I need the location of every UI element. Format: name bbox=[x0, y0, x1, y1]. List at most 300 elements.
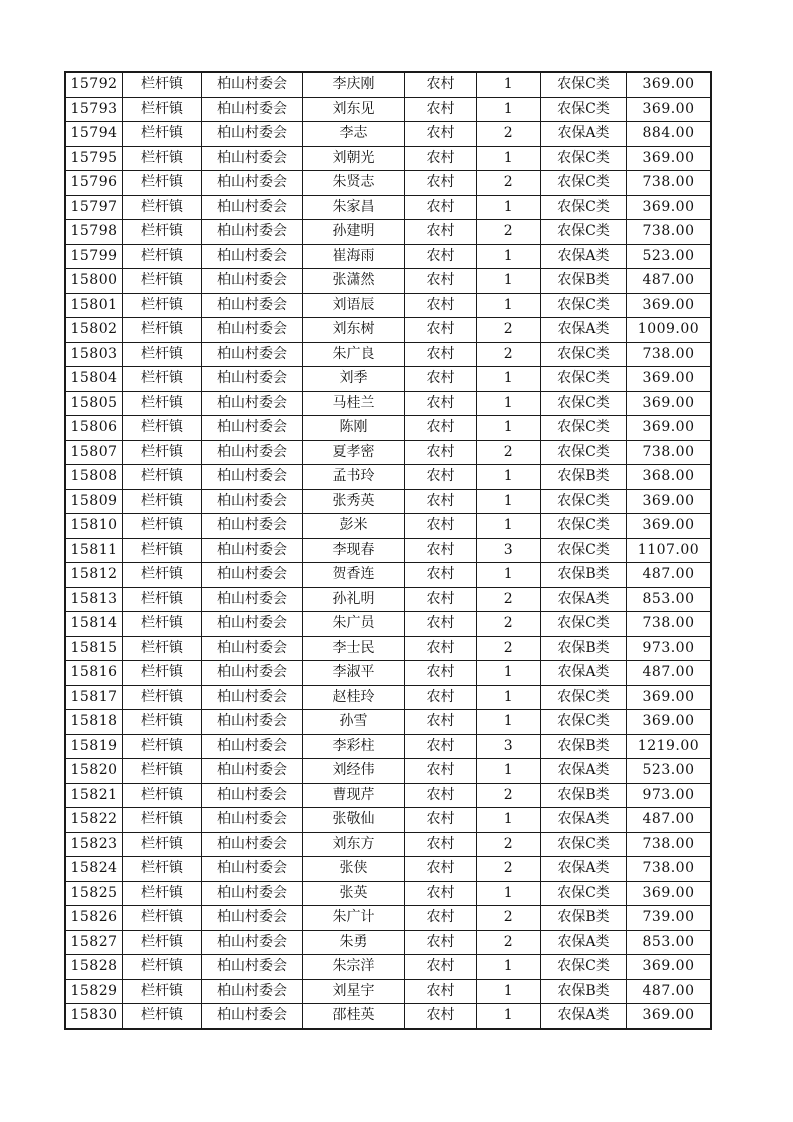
cell-town: 栏杆镇 bbox=[123, 441, 202, 466]
cell-insurance-category: 农保C类 bbox=[541, 955, 627, 980]
cell-person-name: 朱宗洋 bbox=[303, 955, 405, 980]
cell-amount: 523.00 bbox=[627, 245, 712, 270]
cell-amount: 487.00 bbox=[627, 269, 712, 294]
cell-town: 栏杆镇 bbox=[123, 710, 202, 735]
cell-person-name: 张潇然 bbox=[303, 269, 405, 294]
cell-person-name: 张秀英 bbox=[303, 490, 405, 515]
table-row bbox=[66, 735, 712, 760]
cell-person-name: 曹现芹 bbox=[303, 784, 405, 809]
cell-amount: 369.00 bbox=[627, 98, 712, 123]
cell-residence-type: 农村 bbox=[405, 857, 477, 882]
cell-seq-no: 15801 bbox=[66, 294, 123, 319]
cell-person-name: 李庆刚 bbox=[303, 73, 405, 98]
cell-town: 栏杆镇 bbox=[123, 196, 202, 221]
cell-person-count: 2 bbox=[477, 343, 541, 368]
cell-person-name: 刘东方 bbox=[303, 833, 405, 858]
cell-town: 栏杆镇 bbox=[123, 759, 202, 784]
cell-seq-no: 15809 bbox=[66, 490, 123, 515]
cell-amount: 738.00 bbox=[627, 220, 712, 245]
cell-residence-type: 农村 bbox=[405, 220, 477, 245]
cell-seq-no: 15826 bbox=[66, 906, 123, 931]
cell-residence-type: 农村 bbox=[405, 294, 477, 319]
cell-amount: 523.00 bbox=[627, 759, 712, 784]
cell-person-count: 1 bbox=[477, 147, 541, 172]
cell-town: 栏杆镇 bbox=[123, 955, 202, 980]
cell-amount: 738.00 bbox=[627, 612, 712, 637]
cell-amount: 487.00 bbox=[627, 980, 712, 1005]
table-row bbox=[66, 147, 712, 172]
cell-seq-no: 15827 bbox=[66, 931, 123, 956]
cell-person-name: 崔海雨 bbox=[303, 245, 405, 270]
table-row bbox=[66, 490, 712, 515]
cell-person-count: 1 bbox=[477, 98, 541, 123]
cell-village-committee: 柏山村委会 bbox=[202, 147, 303, 172]
cell-village-committee: 柏山村委会 bbox=[202, 220, 303, 245]
cell-amount: 369.00 bbox=[627, 367, 712, 392]
cell-village-committee: 柏山村委会 bbox=[202, 661, 303, 686]
cell-town: 栏杆镇 bbox=[123, 343, 202, 368]
table-row bbox=[66, 710, 712, 735]
cell-amount: 1009.00 bbox=[627, 318, 712, 343]
cell-residence-type: 农村 bbox=[405, 441, 477, 466]
cell-person-count: 1 bbox=[477, 808, 541, 833]
cell-person-name: 张英 bbox=[303, 882, 405, 907]
cell-amount: 369.00 bbox=[627, 882, 712, 907]
cell-residence-type: 农村 bbox=[405, 759, 477, 784]
cell-residence-type: 农村 bbox=[405, 808, 477, 833]
cell-insurance-category: 农保C类 bbox=[541, 294, 627, 319]
cell-seq-no: 15793 bbox=[66, 98, 123, 123]
cell-seq-no: 15794 bbox=[66, 122, 123, 147]
cell-town: 栏杆镇 bbox=[123, 318, 202, 343]
cell-person-name: 邵桂英 bbox=[303, 1004, 405, 1030]
cell-amount: 1107.00 bbox=[627, 539, 712, 564]
cell-town: 栏杆镇 bbox=[123, 490, 202, 515]
cell-person-count: 1 bbox=[477, 490, 541, 515]
cell-seq-no: 15807 bbox=[66, 441, 123, 466]
cell-town: 栏杆镇 bbox=[123, 147, 202, 172]
cell-insurance-category: 农保B类 bbox=[541, 906, 627, 931]
cell-person-name: 孙建明 bbox=[303, 220, 405, 245]
cell-seq-no: 15816 bbox=[66, 661, 123, 686]
cell-seq-no: 15799 bbox=[66, 245, 123, 270]
cell-seq-no: 15823 bbox=[66, 833, 123, 858]
cell-insurance-category: 农保B类 bbox=[541, 637, 627, 662]
cell-amount: 369.00 bbox=[627, 294, 712, 319]
cell-person-count: 1 bbox=[477, 1004, 541, 1030]
cell-village-committee: 柏山村委会 bbox=[202, 269, 303, 294]
cell-seq-no: 15795 bbox=[66, 147, 123, 172]
table-row bbox=[66, 343, 712, 368]
table-row bbox=[66, 637, 712, 662]
cell-residence-type: 农村 bbox=[405, 122, 477, 147]
cell-amount: 973.00 bbox=[627, 784, 712, 809]
cell-person-name: 刘经伟 bbox=[303, 759, 405, 784]
cell-town: 栏杆镇 bbox=[123, 1004, 202, 1030]
cell-person-name: 朱贤志 bbox=[303, 171, 405, 196]
table-row bbox=[66, 416, 712, 441]
cell-person-name: 李士民 bbox=[303, 637, 405, 662]
cell-seq-no: 15814 bbox=[66, 612, 123, 637]
cell-residence-type: 农村 bbox=[405, 588, 477, 613]
pension-roster-table bbox=[64, 71, 712, 1030]
cell-insurance-category: 农保B类 bbox=[541, 563, 627, 588]
cell-residence-type: 农村 bbox=[405, 392, 477, 417]
cell-residence-type: 农村 bbox=[405, 73, 477, 98]
cell-town: 栏杆镇 bbox=[123, 245, 202, 270]
cell-insurance-category: 农保A类 bbox=[541, 245, 627, 270]
cell-insurance-category: 农保C类 bbox=[541, 73, 627, 98]
cell-insurance-category: 农保A类 bbox=[541, 759, 627, 784]
cell-village-committee: 柏山村委会 bbox=[202, 882, 303, 907]
cell-insurance-category: 农保C类 bbox=[541, 441, 627, 466]
cell-insurance-category: 农保A类 bbox=[541, 318, 627, 343]
cell-person-name: 夏孝密 bbox=[303, 441, 405, 466]
cell-insurance-category: 农保A类 bbox=[541, 661, 627, 686]
cell-town: 栏杆镇 bbox=[123, 416, 202, 441]
cell-seq-no: 15811 bbox=[66, 539, 123, 564]
cell-person-count: 2 bbox=[477, 612, 541, 637]
cell-person-name: 马桂兰 bbox=[303, 392, 405, 417]
cell-village-committee: 柏山村委会 bbox=[202, 931, 303, 956]
cell-seq-no: 15796 bbox=[66, 171, 123, 196]
cell-person-count: 2 bbox=[477, 441, 541, 466]
cell-insurance-category: 农保B类 bbox=[541, 980, 627, 1005]
cell-seq-no: 15806 bbox=[66, 416, 123, 441]
cell-insurance-category: 农保C类 bbox=[541, 539, 627, 564]
table-row bbox=[66, 196, 712, 221]
table-row bbox=[66, 759, 712, 784]
cell-insurance-category: 农保C类 bbox=[541, 882, 627, 907]
table-row bbox=[66, 220, 712, 245]
table-row bbox=[66, 1004, 712, 1030]
cell-amount: 738.00 bbox=[627, 441, 712, 466]
cell-person-count: 3 bbox=[477, 539, 541, 564]
cell-residence-type: 农村 bbox=[405, 784, 477, 809]
cell-residence-type: 农村 bbox=[405, 318, 477, 343]
cell-residence-type: 农村 bbox=[405, 171, 477, 196]
table-row bbox=[66, 465, 712, 490]
cell-town: 栏杆镇 bbox=[123, 906, 202, 931]
cell-amount: 368.00 bbox=[627, 465, 712, 490]
table-row bbox=[66, 857, 712, 882]
cell-town: 栏杆镇 bbox=[123, 784, 202, 809]
cell-person-count: 2 bbox=[477, 220, 541, 245]
cell-residence-type: 农村 bbox=[405, 147, 477, 172]
cell-person-count: 1 bbox=[477, 465, 541, 490]
cell-amount: 853.00 bbox=[627, 931, 712, 956]
cell-insurance-category: 农保C类 bbox=[541, 416, 627, 441]
cell-town: 栏杆镇 bbox=[123, 637, 202, 662]
cell-insurance-category: 农保A类 bbox=[541, 1004, 627, 1030]
cell-town: 栏杆镇 bbox=[123, 539, 202, 564]
cell-residence-type: 农村 bbox=[405, 1004, 477, 1030]
cell-insurance-category: 农保C类 bbox=[541, 686, 627, 711]
cell-person-count: 2 bbox=[477, 931, 541, 956]
cell-village-committee: 柏山村委会 bbox=[202, 686, 303, 711]
cell-village-committee: 柏山村委会 bbox=[202, 1004, 303, 1030]
table-row bbox=[66, 73, 712, 98]
cell-town: 栏杆镇 bbox=[123, 833, 202, 858]
cell-person-count: 3 bbox=[477, 735, 541, 760]
cell-person-count: 1 bbox=[477, 955, 541, 980]
cell-residence-type: 农村 bbox=[405, 465, 477, 490]
table-row bbox=[66, 612, 712, 637]
table-row bbox=[66, 441, 712, 466]
cell-person-count: 1 bbox=[477, 661, 541, 686]
cell-village-committee: 柏山村委会 bbox=[202, 735, 303, 760]
cell-residence-type: 农村 bbox=[405, 563, 477, 588]
cell-insurance-category: 农保C类 bbox=[541, 490, 627, 515]
cell-person-name: 陈刚 bbox=[303, 416, 405, 441]
cell-residence-type: 农村 bbox=[405, 637, 477, 662]
cell-village-committee: 柏山村委会 bbox=[202, 612, 303, 637]
table-row bbox=[66, 269, 712, 294]
cell-seq-no: 15815 bbox=[66, 637, 123, 662]
cell-amount: 973.00 bbox=[627, 637, 712, 662]
cell-seq-no: 15819 bbox=[66, 735, 123, 760]
table-row bbox=[66, 833, 712, 858]
cell-amount: 369.00 bbox=[627, 416, 712, 441]
cell-town: 栏杆镇 bbox=[123, 882, 202, 907]
cell-amount: 369.00 bbox=[627, 147, 712, 172]
cell-town: 栏杆镇 bbox=[123, 220, 202, 245]
cell-village-committee: 柏山村委会 bbox=[202, 318, 303, 343]
cell-town: 栏杆镇 bbox=[123, 612, 202, 637]
cell-seq-no: 15821 bbox=[66, 784, 123, 809]
cell-residence-type: 农村 bbox=[405, 490, 477, 515]
cell-person-count: 2 bbox=[477, 318, 541, 343]
cell-person-count: 1 bbox=[477, 514, 541, 539]
cell-amount: 487.00 bbox=[627, 563, 712, 588]
cell-town: 栏杆镇 bbox=[123, 98, 202, 123]
table-row bbox=[66, 514, 712, 539]
cell-seq-no: 15802 bbox=[66, 318, 123, 343]
cell-seq-no: 15792 bbox=[66, 73, 123, 98]
table-row bbox=[66, 686, 712, 711]
cell-village-committee: 柏山村委会 bbox=[202, 514, 303, 539]
cell-village-committee: 柏山村委会 bbox=[202, 710, 303, 735]
cell-residence-type: 农村 bbox=[405, 539, 477, 564]
cell-person-count: 1 bbox=[477, 416, 541, 441]
cell-village-committee: 柏山村委会 bbox=[202, 73, 303, 98]
cell-insurance-category: 农保A类 bbox=[541, 857, 627, 882]
cell-town: 栏杆镇 bbox=[123, 980, 202, 1005]
cell-residence-type: 农村 bbox=[405, 686, 477, 711]
cell-village-committee: 柏山村委会 bbox=[202, 857, 303, 882]
cell-person-count: 2 bbox=[477, 857, 541, 882]
cell-residence-type: 农村 bbox=[405, 416, 477, 441]
table-row bbox=[66, 661, 712, 686]
cell-person-count: 2 bbox=[477, 833, 541, 858]
table-row bbox=[66, 980, 712, 1005]
cell-town: 栏杆镇 bbox=[123, 808, 202, 833]
cell-residence-type: 农村 bbox=[405, 931, 477, 956]
cell-person-name: 李彩柱 bbox=[303, 735, 405, 760]
cell-person-count: 2 bbox=[477, 171, 541, 196]
cell-residence-type: 农村 bbox=[405, 735, 477, 760]
cell-amount: 884.00 bbox=[627, 122, 712, 147]
cell-amount: 369.00 bbox=[627, 392, 712, 417]
table-row bbox=[66, 122, 712, 147]
cell-person-count: 1 bbox=[477, 563, 541, 588]
cell-residence-type: 农村 bbox=[405, 955, 477, 980]
cell-person-count: 1 bbox=[477, 294, 541, 319]
cell-person-count: 1 bbox=[477, 980, 541, 1005]
cell-insurance-category: 农保C类 bbox=[541, 196, 627, 221]
cell-person-count: 1 bbox=[477, 686, 541, 711]
cell-person-name: 孙礼明 bbox=[303, 588, 405, 613]
cell-village-committee: 柏山村委会 bbox=[202, 563, 303, 588]
cell-seq-no: 15798 bbox=[66, 220, 123, 245]
cell-person-count: 2 bbox=[477, 122, 541, 147]
cell-residence-type: 农村 bbox=[405, 710, 477, 735]
table-row bbox=[66, 563, 712, 588]
cell-person-count: 1 bbox=[477, 759, 541, 784]
cell-person-name: 赵桂玲 bbox=[303, 686, 405, 711]
cell-insurance-category: 农保C类 bbox=[541, 171, 627, 196]
cell-person-name: 刘朝光 bbox=[303, 147, 405, 172]
table-row bbox=[66, 882, 712, 907]
cell-village-committee: 柏山村委会 bbox=[202, 588, 303, 613]
cell-residence-type: 农村 bbox=[405, 882, 477, 907]
cell-town: 栏杆镇 bbox=[123, 588, 202, 613]
cell-amount: 738.00 bbox=[627, 857, 712, 882]
cell-village-committee: 柏山村委会 bbox=[202, 539, 303, 564]
cell-village-committee: 柏山村委会 bbox=[202, 441, 303, 466]
cell-village-committee: 柏山村委会 bbox=[202, 416, 303, 441]
cell-insurance-category: 农保B类 bbox=[541, 784, 627, 809]
cell-amount: 738.00 bbox=[627, 833, 712, 858]
cell-seq-no: 15803 bbox=[66, 343, 123, 368]
table-row bbox=[66, 294, 712, 319]
cell-insurance-category: 农保C类 bbox=[541, 710, 627, 735]
cell-person-count: 1 bbox=[477, 245, 541, 270]
cell-person-count: 1 bbox=[477, 196, 541, 221]
cell-person-name: 彭米 bbox=[303, 514, 405, 539]
cell-amount: 369.00 bbox=[627, 1004, 712, 1030]
cell-insurance-category: 农保C类 bbox=[541, 343, 627, 368]
cell-village-committee: 柏山村委会 bbox=[202, 294, 303, 319]
table-row bbox=[66, 98, 712, 123]
cell-seq-no: 15805 bbox=[66, 392, 123, 417]
cell-residence-type: 农村 bbox=[405, 196, 477, 221]
table-row bbox=[66, 955, 712, 980]
cell-village-committee: 柏山村委会 bbox=[202, 196, 303, 221]
cell-person-name: 朱广良 bbox=[303, 343, 405, 368]
cell-seq-no: 15817 bbox=[66, 686, 123, 711]
cell-village-committee: 柏山村委会 bbox=[202, 637, 303, 662]
cell-person-name: 李淑平 bbox=[303, 661, 405, 686]
cell-amount: 369.00 bbox=[627, 514, 712, 539]
cell-village-committee: 柏山村委会 bbox=[202, 955, 303, 980]
table-row bbox=[66, 539, 712, 564]
cell-insurance-category: 农保A类 bbox=[541, 808, 627, 833]
cell-town: 栏杆镇 bbox=[123, 122, 202, 147]
cell-residence-type: 农村 bbox=[405, 269, 477, 294]
cell-person-count: 2 bbox=[477, 784, 541, 809]
cell-seq-no: 15825 bbox=[66, 882, 123, 907]
table-row bbox=[66, 931, 712, 956]
cell-insurance-category: 农保C类 bbox=[541, 220, 627, 245]
cell-amount: 1219.00 bbox=[627, 735, 712, 760]
cell-seq-no: 15808 bbox=[66, 465, 123, 490]
cell-person-name: 孙雪 bbox=[303, 710, 405, 735]
cell-seq-no: 15797 bbox=[66, 196, 123, 221]
cell-amount: 739.00 bbox=[627, 906, 712, 931]
cell-village-committee: 柏山村委会 bbox=[202, 367, 303, 392]
cell-residence-type: 农村 bbox=[405, 833, 477, 858]
cell-person-name: 李志 bbox=[303, 122, 405, 147]
cell-seq-no: 15804 bbox=[66, 367, 123, 392]
cell-residence-type: 农村 bbox=[405, 98, 477, 123]
cell-person-name: 李现春 bbox=[303, 539, 405, 564]
cell-amount: 369.00 bbox=[627, 710, 712, 735]
table-row bbox=[66, 906, 712, 931]
cell-village-committee: 柏山村委会 bbox=[202, 980, 303, 1005]
cell-village-committee: 柏山村委会 bbox=[202, 906, 303, 931]
cell-town: 栏杆镇 bbox=[123, 367, 202, 392]
cell-amount: 853.00 bbox=[627, 588, 712, 613]
cell-amount: 369.00 bbox=[627, 955, 712, 980]
cell-residence-type: 农村 bbox=[405, 343, 477, 368]
table-row bbox=[66, 392, 712, 417]
cell-town: 栏杆镇 bbox=[123, 857, 202, 882]
cell-seq-no: 15822 bbox=[66, 808, 123, 833]
cell-seq-no: 15810 bbox=[66, 514, 123, 539]
cell-residence-type: 农村 bbox=[405, 661, 477, 686]
cell-insurance-category: 农保A类 bbox=[541, 588, 627, 613]
cell-residence-type: 农村 bbox=[405, 980, 477, 1005]
cell-insurance-category: 农保C类 bbox=[541, 392, 627, 417]
cell-town: 栏杆镇 bbox=[123, 269, 202, 294]
cell-village-committee: 柏山村委会 bbox=[202, 392, 303, 417]
cell-person-count: 1 bbox=[477, 269, 541, 294]
cell-person-count: 2 bbox=[477, 637, 541, 662]
cell-person-count: 2 bbox=[477, 588, 541, 613]
cell-village-committee: 柏山村委会 bbox=[202, 245, 303, 270]
cell-seq-no: 15818 bbox=[66, 710, 123, 735]
cell-amount: 369.00 bbox=[627, 73, 712, 98]
cell-person-name: 贺香连 bbox=[303, 563, 405, 588]
cell-amount: 738.00 bbox=[627, 171, 712, 196]
cell-person-count: 2 bbox=[477, 906, 541, 931]
cell-person-name: 张侠 bbox=[303, 857, 405, 882]
cell-insurance-category: 农保C类 bbox=[541, 147, 627, 172]
table-row bbox=[66, 784, 712, 809]
cell-person-count: 1 bbox=[477, 367, 541, 392]
cell-insurance-category: 农保A类 bbox=[541, 122, 627, 147]
table-row bbox=[66, 245, 712, 270]
cell-insurance-category: 农保B类 bbox=[541, 465, 627, 490]
cell-residence-type: 农村 bbox=[405, 367, 477, 392]
cell-village-committee: 柏山村委会 bbox=[202, 490, 303, 515]
cell-seq-no: 15812 bbox=[66, 563, 123, 588]
table-row bbox=[66, 171, 712, 196]
cell-person-name: 朱家昌 bbox=[303, 196, 405, 221]
cell-amount: 369.00 bbox=[627, 196, 712, 221]
table-row bbox=[66, 318, 712, 343]
cell-seq-no: 15800 bbox=[66, 269, 123, 294]
cell-village-committee: 柏山村委会 bbox=[202, 343, 303, 368]
cell-town: 栏杆镇 bbox=[123, 392, 202, 417]
table-row bbox=[66, 588, 712, 613]
cell-insurance-category: 农保B类 bbox=[541, 269, 627, 294]
cell-insurance-category: 农保C类 bbox=[541, 98, 627, 123]
cell-seq-no: 15824 bbox=[66, 857, 123, 882]
cell-person-count: 1 bbox=[477, 710, 541, 735]
cell-person-name: 刘季 bbox=[303, 367, 405, 392]
